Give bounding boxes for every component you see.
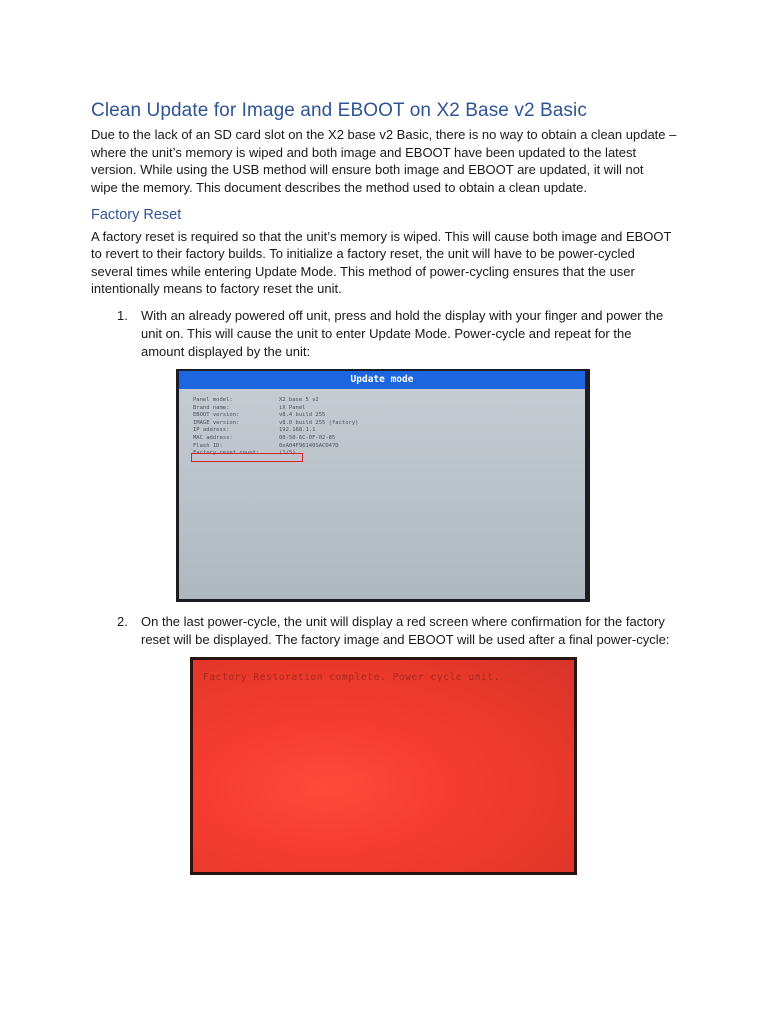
step-line: unit on. This will cause the unit to enter Update Mode. Power-cycle and repeat for the [141,326,632,341]
info-value: 00-50-6C-0F-02-85 [279,434,336,441]
section-line: intentionally means to factory reset the unit. [91,281,342,296]
step-line: amount displayed by the unit: [141,344,311,359]
update-mode-screen [179,371,585,599]
info-row [193,397,358,405]
update-mode-photo [176,369,590,602]
info-key: IMAGE version: [193,419,240,426]
info-key: MAC address: [193,434,233,441]
red-confirmation-screen [193,660,574,872]
info-value: 0xA04F96140SACD47D [279,442,339,449]
info-key: IP address: [193,427,230,434]
info-value: (1/5) [279,450,296,457]
step-line: reset will be displayed. The factory image and EBOOT will be used after a final power-cycle: [141,632,670,647]
restoration-message: Factory Restoration complete. Power cycle unit. [203,672,501,683]
info-key: EBOOT version: [193,412,240,419]
info-value: 192.168.1.1 [279,427,316,434]
info-key: Brand name: [193,404,230,411]
info-key: Panel model: [193,397,233,403]
device-info-table [193,397,358,458]
intro-line: wipe the memory. This document describes the method used to obtain a clean update. [91,180,587,195]
section-line: A factory reset is required so that the unit’s memory is wiped. This will cause both image and EBOOT [91,229,672,244]
document-title: Clean Update for Image and EBOOT on X2 Base v2 Basic [91,100,587,121]
update-mode-header: Update mode [179,371,585,389]
step-number: 2. [117,614,128,629]
step-line: On the last power-cycle, the unit will display a red screen where confirmation for the factory [141,614,665,629]
info-key: Factory reset count: [193,450,260,457]
info-row [193,435,358,443]
factory-reset-highlight-box [191,453,303,462]
info-row [193,420,358,428]
info-key: Flash ID: [193,442,223,449]
intro-line: Due to the lack of an SD card slot on the X2 base v2 Basic, there is no way to obtain a clean update – [91,127,677,142]
info-value: iX Panel [279,404,306,411]
info-value: v8.0 build 255 (factory) [279,419,359,426]
intro-line: version. While using the USB method will ensure both image and EBOOT are updated, it will not [91,162,644,177]
info-value: X2 base 5 v2 [279,397,319,403]
intro-line: where the unit’s memory is wiped and both image and EBOOT have been updated to the latest [91,145,637,160]
step-line: With an already powered off unit, press and hold the display with your finger and power the [141,308,664,323]
info-row [193,412,358,420]
section-line: several times while entering Update Mode. This method of power-cycling ensures that the user [91,264,635,279]
step-number: 1. [117,308,128,323]
info-row [193,427,358,435]
info-value: v8.4 build 255 [279,412,326,419]
info-row [193,443,358,451]
factory-restoration-photo [190,657,577,875]
section-line: to revert to their factory builds. To initialize a factory reset, the unit will have to be power-cycled [91,246,635,261]
info-row [193,405,358,413]
section-heading: Factory Reset [91,207,182,223]
